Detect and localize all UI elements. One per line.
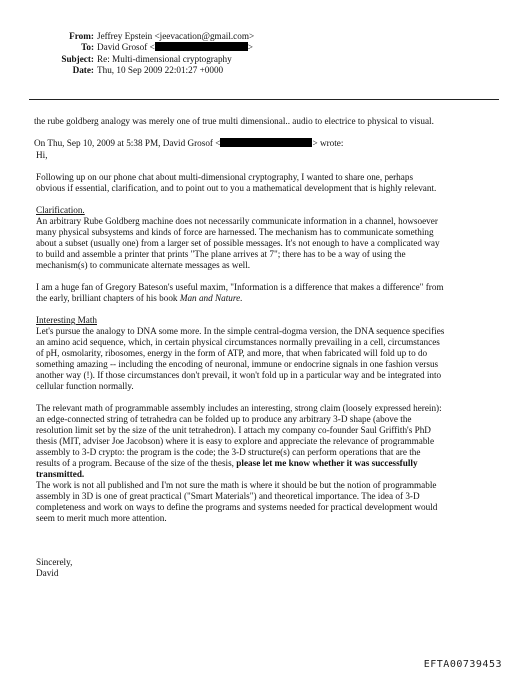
date-row (0, 65, 512, 76)
header-divider (29, 99, 499, 100)
assembly-line: thesis (MIT, adviser Joe Jacobson) where it is easy to explore and appreciate the relevance of programmable (36, 436, 435, 446)
clarification-line: An arbitrary Rube Goldberg machine does not necessarily communicate information in a channel, howsoever (36, 216, 438, 226)
work-line: seem to merit much more attention. (36, 513, 167, 523)
quote-intro (34, 138, 494, 149)
subject-label: Subject: (61, 53, 94, 64)
assembly-line: assembly to 3-D crypto: the program is the code; the 3-D structure(s) can perform operations that are the (36, 447, 421, 457)
to-name: David Grosof < (97, 42, 155, 53)
clarification-line: about a subset (usually one) from a larger set of possible messages. It's not enough to have a complicated way (36, 238, 440, 248)
book-title: Man and Nature. (179, 293, 243, 303)
math-line: of pH, osmolarity, ribosomes, energy in the form of ATP, and more, that when fabricated will fold up to do (36, 348, 428, 358)
date-value: Thu, 10 Sep 2009 22:01:27 +0000 (97, 64, 224, 75)
math-line: something amazing -- including the encoding of neuronal, immune or endocrine signals in one fashion versus (36, 359, 439, 369)
paragraph-intro-line: Following up on our phone chat about multi-dimensional cryptography, I wanted to share one, perhaps (36, 172, 414, 182)
math-line: cellular function normally. (36, 381, 134, 391)
to-bracket: > (247, 42, 253, 53)
assembly-line: an edge-connected string of tetrahedra can be folded up to produce any arbitrary 3-D shape (above the (36, 414, 412, 424)
email-header (0, 31, 512, 76)
assembly-prefix: results of a program. Because of the size of the thesis, (36, 458, 237, 468)
date-label: Date: (72, 64, 94, 75)
clarification-line: mechanism(s) to communicate alternate messages as well. (36, 260, 251, 270)
math-line: Let's pursue the analogy to DNA some more. In the simple central-dogma version, the DNA sequence specifies (36, 326, 445, 336)
redaction-bar (220, 138, 312, 147)
math-heading (36, 315, 496, 326)
document-id: EFTA00739453 (423, 658, 502, 670)
clarification-line: many physical subsystems and kinds of force are harnessed. The mechanism has to communicate something (36, 227, 434, 237)
to-label: To: (81, 42, 94, 53)
from-row (0, 31, 512, 42)
from-label: From: (69, 31, 94, 41)
bateson-line: I am a huge fan of Gregory Bateson's useful maxim, "Information is a difference that makes a difference" from (36, 282, 444, 292)
transmitted-text: transmitted. (36, 469, 85, 479)
paragraph-intro-line: obvious if essential, clarification, and to point out to you a mathematical development that is highly relevant. (36, 183, 437, 193)
redaction-bar (155, 42, 248, 51)
to-row (0, 42, 512, 53)
subject-value: Re: Multi-dimensional cryptography (97, 53, 232, 64)
assembly-line (36, 458, 496, 469)
reply-text: the rube goldberg analogy was merely one of true multi dimensional.. audio to electrice to physical to visual. (34, 116, 434, 126)
bateson-line (36, 293, 496, 304)
from-value: Jeffrey Epstein <jeevacation@gmail.com> (97, 31, 255, 41)
assembly-bold-end (36, 469, 496, 480)
clarification-heading (36, 205, 496, 216)
math-heading-text: Interesting Math (36, 315, 97, 325)
work-line: The work is not all published and I'm not sure the math is where it should be but the notion of programmable (36, 480, 437, 490)
clarification-line: to build and assemble a printer that prints "The plane arrives at 7"; there has to be a way of using the (36, 249, 406, 259)
bateson-prefix: the early, brilliant chapters of his book (36, 293, 180, 303)
greeting: Hi, (36, 150, 48, 160)
subject-row (0, 54, 512, 65)
quote-intro-prefix: On Thu, Sep 10, 2009 at 5:38 PM, David Grosof < (34, 138, 221, 148)
signature: David (36, 568, 59, 578)
work-line: assembly in 3D is one of great practical ("Smart Materials") and theoretical importance. The idea of 3-D (36, 491, 420, 501)
assembly-line: resolution limit set by the size of the unit tetrahedron). I attach my company co-founder Saul Griffith's PhD (36, 425, 431, 435)
math-line: an amino acid sequence, which, in certain physical circumstances normally prevailing in a cell, circumstances (36, 337, 440, 347)
closing: Sincerely, (36, 557, 73, 567)
assembly-bold: please let me know whether it was successfully (236, 458, 418, 468)
work-line: completeness and work on ways to define the programs and systems needed for practical development would (36, 502, 438, 512)
quote-intro-suffix: > wrote: (312, 138, 344, 148)
clarification-heading-text: Clarification. (36, 205, 85, 215)
assembly-line: The relevant math of programmable assembly includes an interesting, strong claim (loosely expressed herein): (36, 403, 442, 413)
math-line: another way (!). If those circumstances don't prevail, it won't fold up in a particular way and be integrated into (36, 370, 442, 380)
to-value (97, 42, 253, 53)
